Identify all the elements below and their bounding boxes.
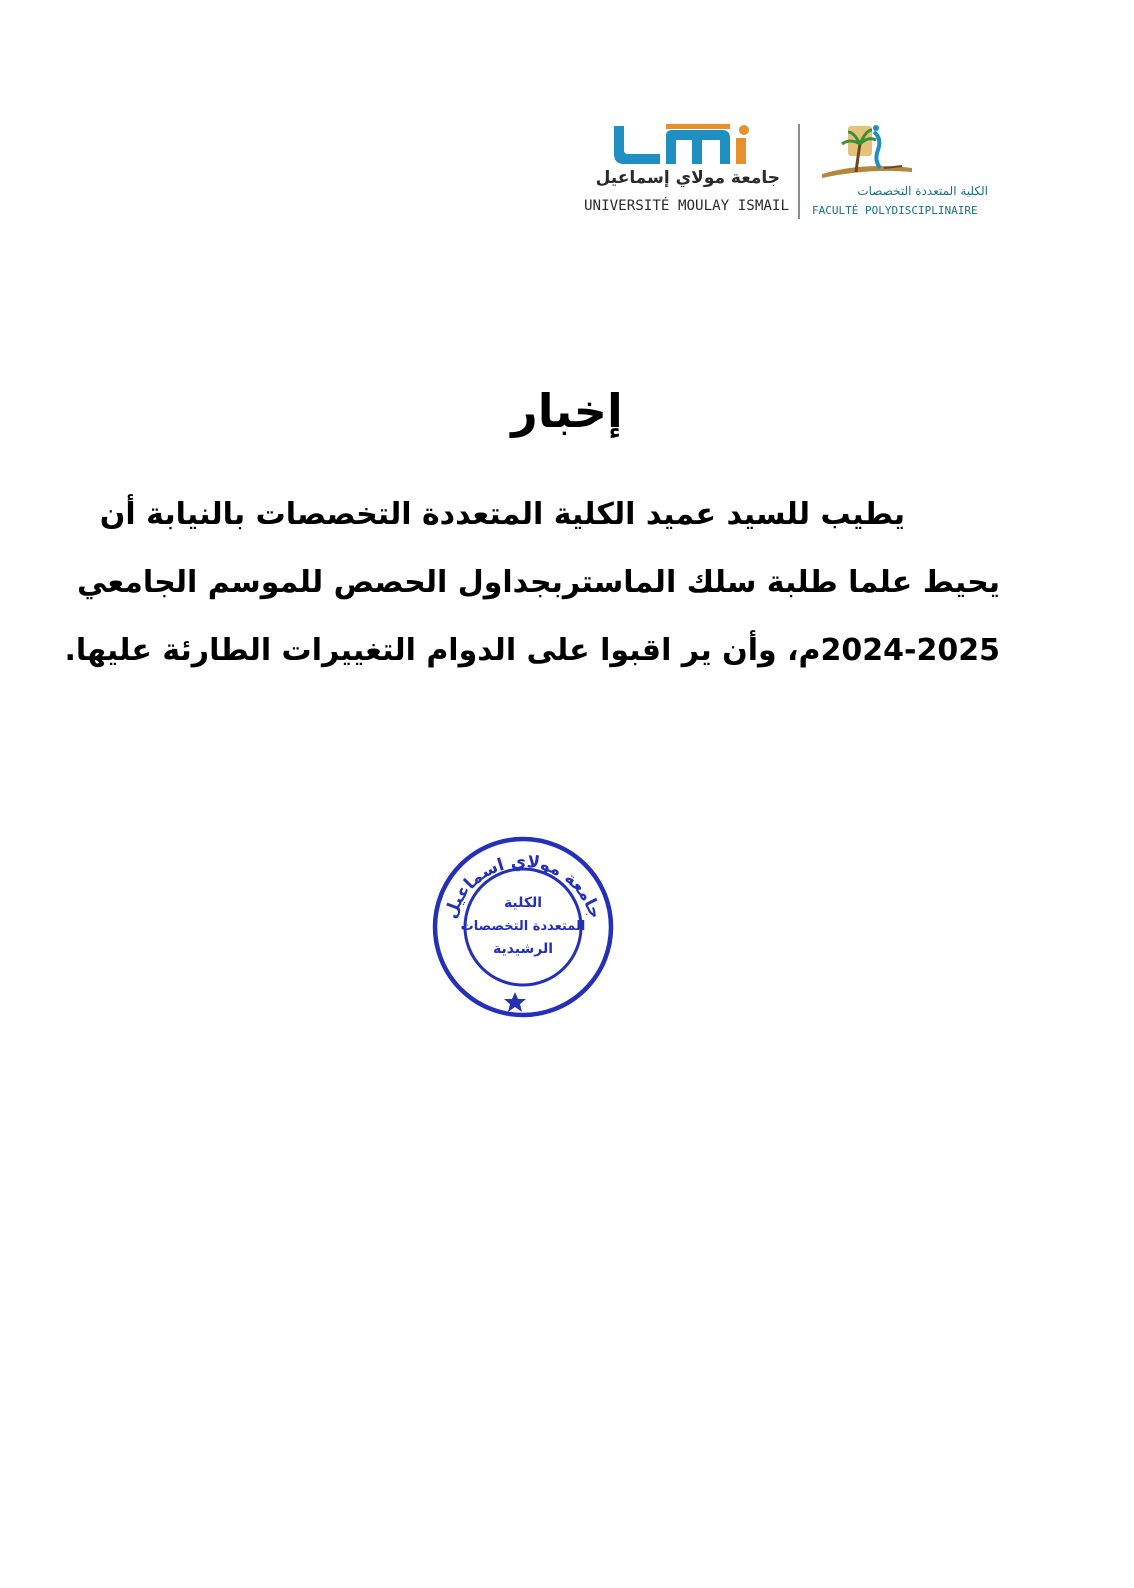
stamp-inner-line-2: المتعددة التخصصات <box>460 919 586 934</box>
body-line-2: يحيط علما طلبة سلك الماستربجداول الحصص للموسم الجامعي <box>76 565 1000 600</box>
star-icon <box>504 992 526 1012</box>
university-name-arabic: جامعة مولاي إسماعيل <box>595 168 780 188</box>
official-stamp <box>428 832 618 1022</box>
stamp-outer-text: جامعة مولاي اسماعيل <box>440 851 606 922</box>
header-divider <box>798 124 800 219</box>
faculty-name-arabic: الكلية المتعددة التخصصات <box>857 184 988 198</box>
stamp-inner-line-1: الكلية <box>503 895 543 911</box>
faculty-logo <box>812 118 992 226</box>
university-logo <box>580 118 789 226</box>
letterhead <box>580 118 1020 230</box>
university-name-french: UNIVERSITÉ MOULAY ISMAIL <box>584 198 789 214</box>
palm-tree-logo-icon <box>822 122 912 184</box>
announcement-body <box>64 490 1000 694</box>
umi-logo-mark-icon <box>610 124 760 168</box>
stamp-inner-line-3: الرشيدية <box>492 941 554 957</box>
body-line-1: يطيب للسيد عميد الكلية المتعددة التخصصات بالنيابة أن <box>99 497 905 532</box>
document-title: إخبار <box>511 384 623 438</box>
faculty-name-french: FACULTÉ POLYDISCIPLINAIRE <box>812 204 978 217</box>
body-line-3: 2024-2025م، وأن ير اقبوا على الدوام التغييرات الطارئة عليها. <box>64 633 1000 668</box>
